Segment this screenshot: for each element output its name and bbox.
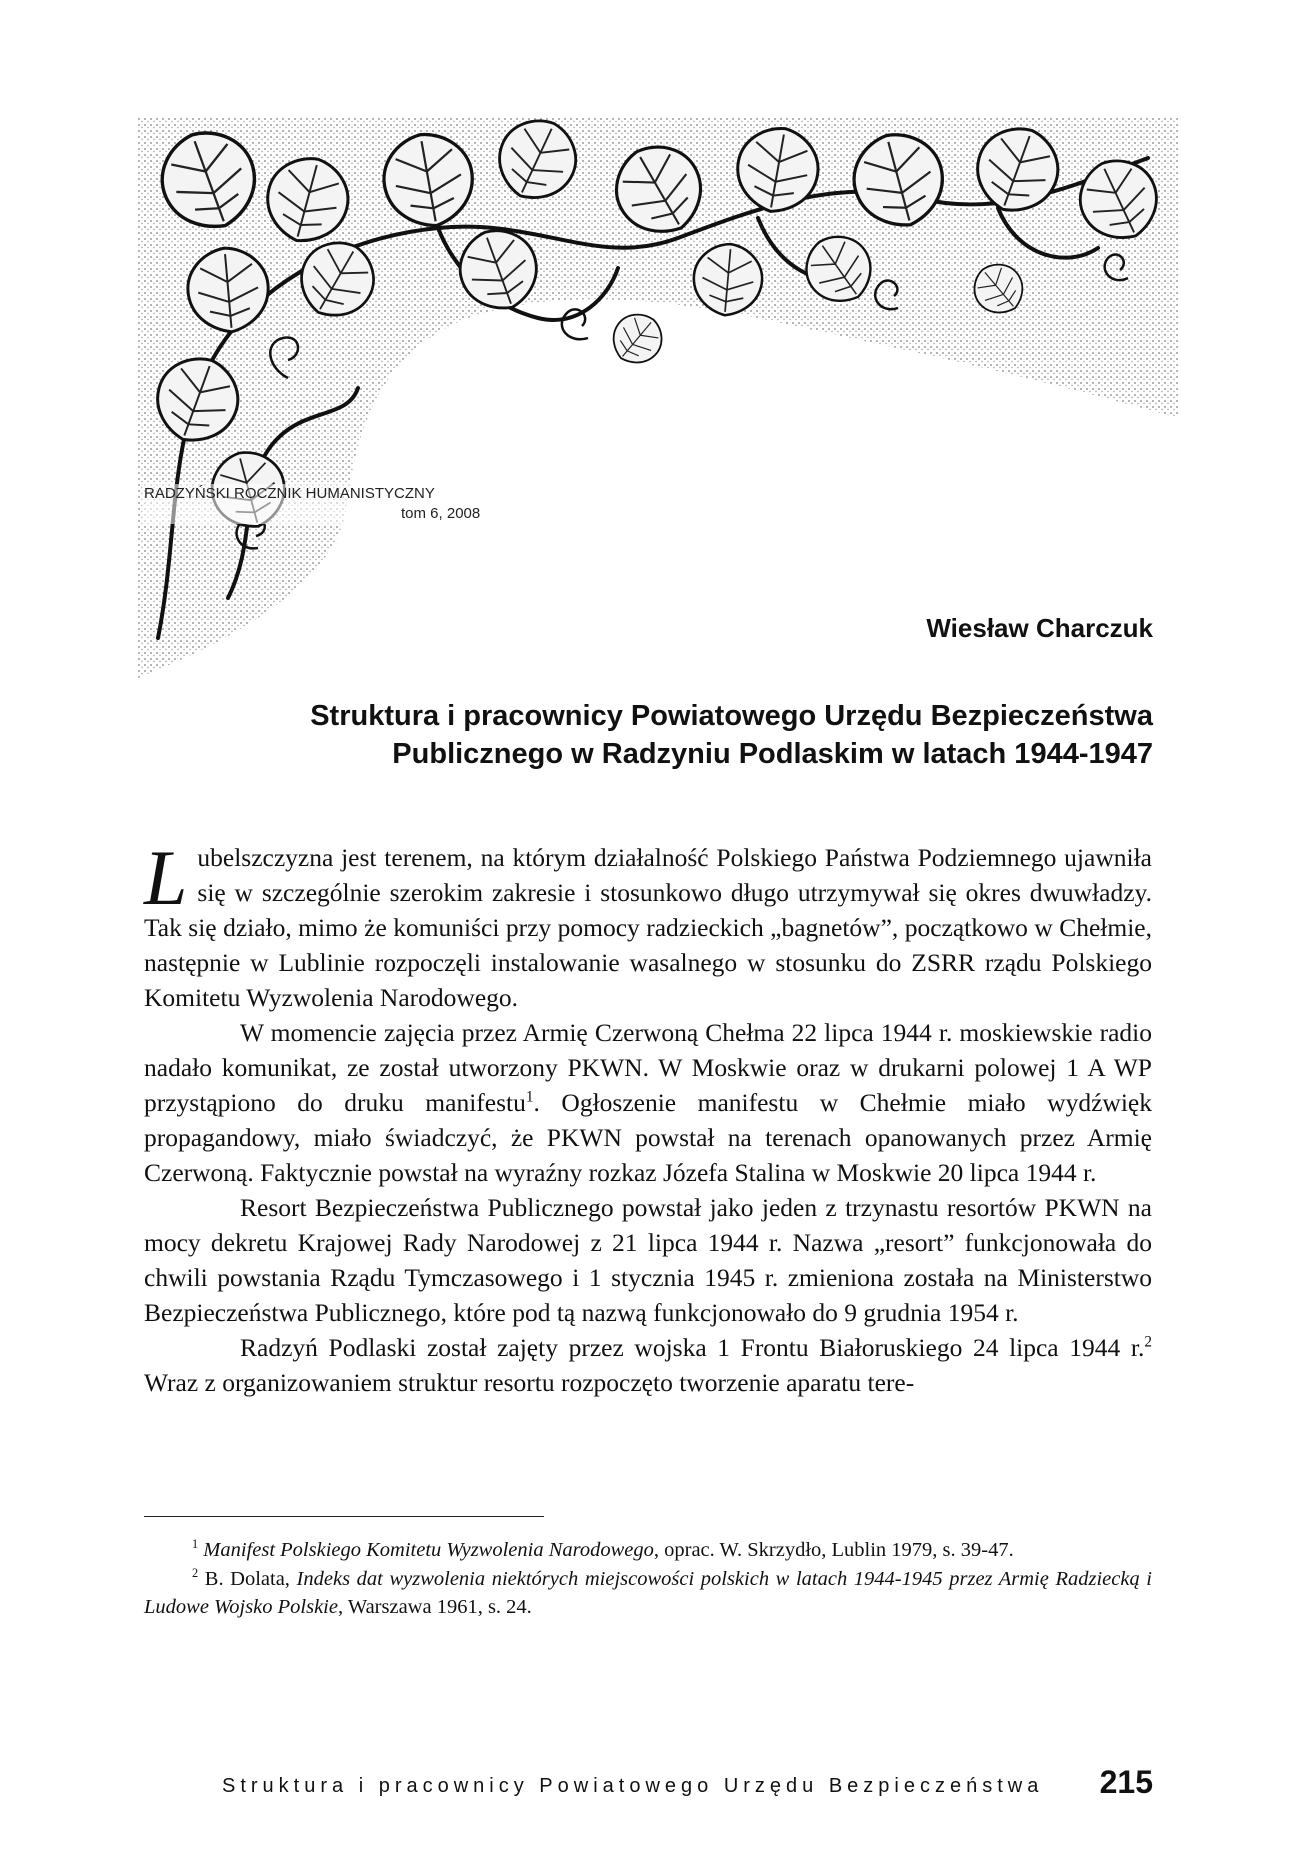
footnote-rest: , oprac. W. Skrzydło, Lublin 1979, s. 39-47. [653,1539,1014,1561]
paragraph-2-text-a: W momencie zajęcia przez Armię Czerwoną Chełma 22 lipca 1944 r. moskiewskie radio nadało komunikat, ze został utworzony PKWN. W Moskwie oraz w drukarni polowej 1 A WP przystąpiono do druku manifestu [144,1018,1152,1117]
footnote-divider [144,1516,544,1517]
article-body [144,834,1152,1400]
paragraph-3: Resort Bezpieczeństwa Publicznego powstał jako jeden z trzynastu resortów PKWN na mocy dekretu Krajowej Rady Narodowej z 21 lipca 1944 r. Nazwa „resort” funkcjonowała do chwili powstania Rządu Tymczasowego i 1 stycznia 1945 r. zmieniona została na Ministerstwo Bezpieczeństwa Publicznego, które pod tą nazwą funkcjonowało do 9 grudnia 1954 r. [144,1193,1152,1327]
footnote-rest: , Warszawa 1961, s. 24. [337,1596,532,1618]
footnote-ref-1: 1 [525,1088,534,1106]
paragraph-4-text-b: Wraz z organizowaniem struktur resortu rozpoczęto tworzenie aparatu tere- [144,1368,915,1397]
paragraph-1-text: ubelszczyzna jest terenem, na którym działalność Polskiego Państwa Podziemnego ujawniła się w szczególnie szerokim zakresie i stosunkowo długo utrzymywał się okres dwuwładzy. Tak się działo, mimo że komuniści przy pomocy radzieckich „bagnetów”, początkowo w Chełmie, następnie w Lublinie rozpoczęli instalowanie wasalnego w stosunku do ZSRR rządu Polskiego Komitetu Wyzwolenia Narodowego. [144,843,1152,1012]
journal-header [142,484,482,524]
paragraph-4-text-a: Radzyń Podlaski został zajęty przez wojska 1 Frontu Białoruskiego 24 lipca 1944 r. [240,1333,1145,1362]
article-title-line-2: Publicznego w Radzyniu Podlaskim w latach 1944-1947 [392,738,1153,770]
paragraph-4 [144,1330,1152,1400]
journal-name: RADZYŃSKI ROCZNIK HUMANISTYCZNY [144,485,435,502]
footnote-2 [144,1565,1152,1621]
footnote-ref-2: 2 [1144,1333,1152,1351]
drop-cap: L [144,834,188,921]
footnote-number: 2 [192,1566,199,1581]
footnote-number: 1 [192,1537,199,1552]
article-title-line-1: Struktura i pracownicy Powiatowego Urzędu Bezpieczeństwa [310,700,1153,732]
footnotes [144,1536,1152,1622]
footnote-title: Manifest Polskiego Komitetu Wyzwolenia Narodowego [203,1539,654,1561]
journal-volume: tom 6, 2008 [401,505,481,522]
footnote-1 [144,1536,1152,1564]
paragraph-1 [144,834,1152,1015]
article-author: Wiesław Charczuk [926,613,1153,643]
vine-leaves-ornament [138,118,1178,678]
running-footer-title: Struktura i pracownicy Powiatowego Urzędu Bezpieczeństwa [222,1775,1044,1797]
article-title [193,697,1153,773]
paragraph-2 [144,1015,1152,1190]
page-number: 215 [1099,1764,1153,1800]
footnote-author: B. Dolata, [204,1568,297,1590]
footnote-title: Indeks dat wyzwolenia niektórych miejscowości polskich w latach 1944-1945 przez Armię Radziecką i Ludowe Wojsko Polskie [144,1568,1152,1618]
paragraph-2-text-b: . Ogłoszenie manifestu w Chełmie miało wydźwięk propagandowy, miało świadczyć, że PKWN powstał na terenach opanowanych przez Armię Czerwoną. Faktycznie powstał na wyraźny rozkaz Józefa Stalina w Moskwie 20 lipca 1944 r. [144,1088,1152,1187]
